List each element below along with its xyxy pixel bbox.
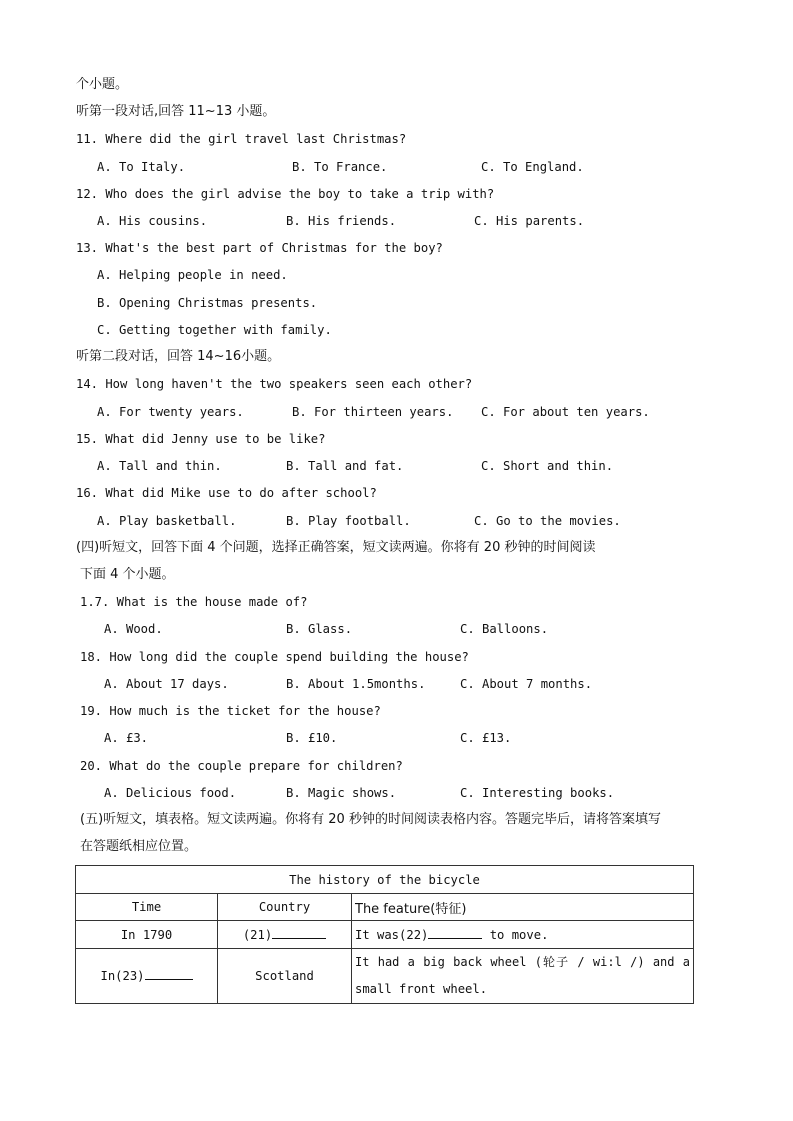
- blank-22-label: It was(22): [355, 927, 429, 942]
- option-19b: B. £10.: [286, 731, 338, 745]
- header-feature: The feature(特征): [352, 894, 694, 921]
- row2-time: [76, 949, 218, 1004]
- blank-22[interactable]: [428, 928, 482, 939]
- option-20c: C. Interesting books.: [460, 786, 615, 800]
- question-20: 20. What do the couple prepare for children?: [80, 759, 403, 773]
- row2-feature: [352, 949, 694, 1004]
- option-19a: A. £3.: [104, 731, 149, 745]
- table-title: The history of the bicycle: [76, 866, 694, 894]
- row1-feature: [352, 921, 694, 949]
- row2-country: Scotland: [218, 949, 352, 1004]
- question-15: 15. What did Jenny use to be like?: [76, 432, 326, 446]
- option-17b: B. Glass.: [286, 622, 353, 636]
- part5-instruction-line2: 在答题纸相应位置。: [80, 839, 198, 854]
- header-country: Country: [218, 894, 352, 921]
- option-18a: A. About 17 days.: [104, 677, 229, 691]
- question-16: 16. What did Mike use to do after school?: [76, 486, 377, 500]
- question-19: 19. How much is the ticket for the house?: [80, 704, 381, 718]
- part5-instruction-line1: (五)听短文，填表格。短文读两遍。你将有 20 秒钟的时间阅读表格内容。答题完毕后，请将答案填写: [80, 812, 661, 827]
- dialog1-instruction: 听第一段对话,回答 11~13 小题。: [76, 104, 276, 119]
- option-11b: B. To France.: [292, 160, 388, 174]
- option-15b: B. Tall and fat.: [286, 459, 404, 473]
- option-13a: A. Helping people in need.: [97, 268, 288, 282]
- option-11c: C. To England.: [481, 160, 584, 174]
- option-11a: A. To Italy.: [97, 160, 186, 174]
- part4-instruction-line2: 下面 4 个小题。: [80, 567, 175, 582]
- table-row: [76, 921, 694, 949]
- row1-feature-suffix: to move.: [482, 927, 549, 942]
- option-17a: A. Wood.: [104, 622, 163, 636]
- option-16c: C. Go to the movies.: [474, 514, 621, 528]
- question-11: 11. Where did the girl travel last Christmas?: [76, 132, 407, 146]
- option-16a: A. Play basketball.: [97, 514, 237, 528]
- option-12b: B. His friends.: [286, 214, 397, 228]
- question-14: 14. How long haven't the two speakers seen each other?: [76, 377, 473, 391]
- blank-23[interactable]: [145, 969, 193, 980]
- blank-21[interactable]: [272, 928, 326, 939]
- option-15a: A. Tall and thin.: [97, 459, 222, 473]
- option-18c: C. About 7 months.: [460, 677, 593, 691]
- part4-instruction-line1: (四)听短文，回答下面 4 个问题，选择正确答案，短文读两遍。你将有 20 秒钟的时间阅读: [76, 540, 596, 555]
- row2-feature-line1: It had a big back wheel (轮子 / wi:l /) and a: [355, 955, 691, 969]
- option-13c: C. Getting together with family.: [97, 323, 332, 337]
- question-18: 18. How long did the couple spend building the house?: [80, 650, 469, 664]
- row1-country: [218, 921, 352, 949]
- dialog2-instruction: 听第二段对话，回答 14~16小题。: [76, 349, 281, 364]
- question-17: 1.7. What is the house made of?: [80, 595, 308, 609]
- option-17c: C. Balloons.: [460, 622, 549, 636]
- blank-23-label: In(23): [100, 969, 145, 983]
- option-13b: B. Opening Christmas presents.: [97, 296, 318, 310]
- row2-feature-line2: small front wheel.: [355, 982, 488, 996]
- option-18b: B. About 1.5months.: [286, 677, 426, 691]
- option-12a: A. His cousins.: [97, 214, 208, 228]
- option-20b: B. Magic shows.: [286, 786, 397, 800]
- page-top-fragment: 个小题。: [76, 77, 129, 92]
- bicycle-history-table: [75, 865, 694, 1004]
- option-16b: B. Play football.: [286, 514, 411, 528]
- row1-time: In 1790: [76, 921, 218, 949]
- question-13: 13. What's the best part of Christmas for the boy?: [76, 241, 443, 255]
- table-row: [76, 949, 694, 1004]
- question-12: 12. Who does the girl advise the boy to take a trip with?: [76, 187, 495, 201]
- option-14a: A. For twenty years.: [97, 405, 244, 419]
- option-14b: B. For thirteen years.: [292, 405, 454, 419]
- option-12c: C. His parents.: [474, 214, 585, 228]
- header-time: Time: [76, 894, 218, 921]
- option-19c: C. £13.: [460, 731, 512, 745]
- option-15c: C. Short and thin.: [481, 459, 614, 473]
- option-20a: A. Delicious food.: [104, 786, 237, 800]
- option-14c: C. For about ten years.: [481, 405, 650, 419]
- blank-21-label: (21): [242, 927, 273, 942]
